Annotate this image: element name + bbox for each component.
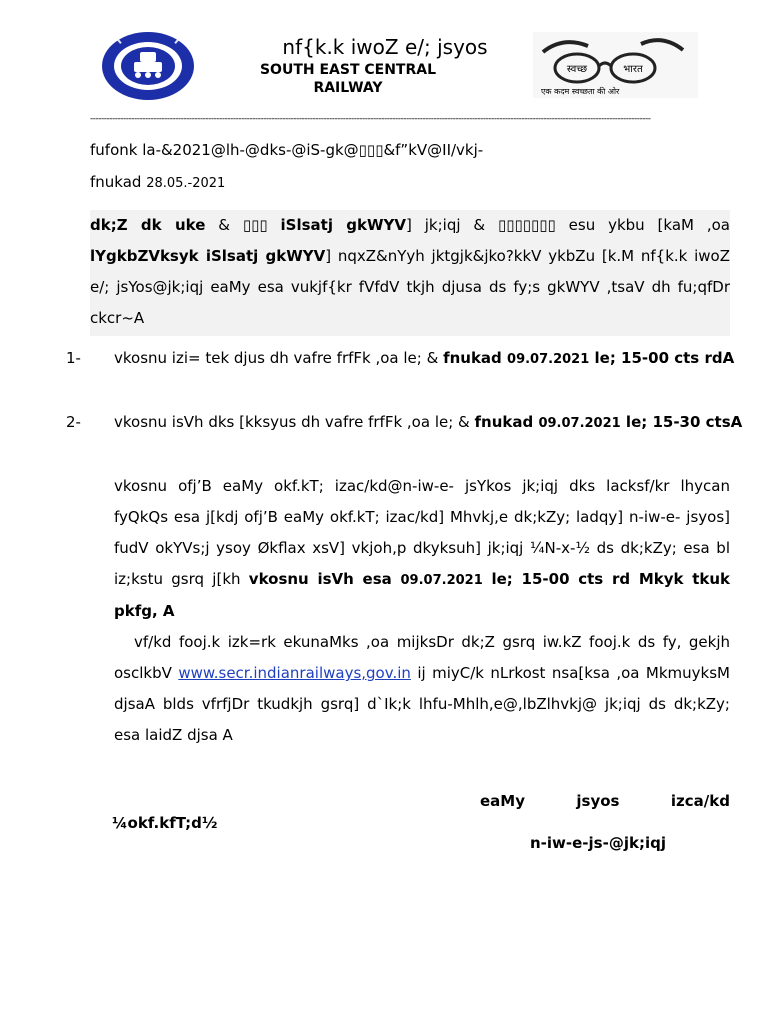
list-item-bold: le; 15-00 cts rdA xyxy=(589,349,735,367)
subject-bold-halt: iSlsatj gkWYV xyxy=(280,216,407,234)
list-item-text: vkosnu isVh dks [kksyus dh vafre frfFk ,oa le; & xyxy=(114,413,475,431)
date-value: 28.05.-2021 xyxy=(146,176,226,191)
signature-department: ¼okf.kfT;d½ xyxy=(112,814,218,832)
instructions-bold: vkosnu isVh esa xyxy=(248,570,401,588)
list-item xyxy=(66,407,754,439)
swachh-bharat-spectacles-icon xyxy=(533,32,698,98)
signature-word: eaMy xyxy=(480,792,525,810)
office-title-hindi: nf{k.k iwoZ e/; jsyos xyxy=(282,35,488,59)
list-item-date: 09.07.2021 xyxy=(538,416,621,431)
details-paragraph xyxy=(114,627,730,751)
instructions-text: vkosnu ofj’B eaMy okf.kT; izac/kd@n-iw-e- jsYkos jk;iqj dks lacksf/kr lhycan fyQkQs esa j[kdj ofj’B eaMy okf.kT; izac/kd] Mhvkj,e dk;kZy; ladqy] n-iw-e- jsyos] fudV okYVs;j ysoy Økflax xsV] vkjoh,p dkyksuh] jk;iqj ¼N-x-½ ds dk;kZy; esa bl iz;kstu gsrq j[kh xyxy=(114,477,730,588)
list-item-bold: fnukad xyxy=(474,413,539,431)
instructions-paragraph xyxy=(114,471,730,627)
signature-designation xyxy=(480,792,730,810)
list-item xyxy=(66,343,754,375)
subject-text: ] jk;iqj & ▯▯▯▯▯▯▯ esu ykbu [kaM ,oa xyxy=(406,216,730,234)
list-item-number: 2- xyxy=(66,413,81,431)
subject-bold-halt: lYgkbZVksyk iSlsatj gkWYV xyxy=(90,247,326,265)
subject-text: ] nqxZ&nYyh jktgjk&jko?kkV ykbZu [k.M nf{k.k iwoZ e/; jsYos@jk;iqj eaMy esa vukjf{kr fVfdV tkjh djusa ds fy;s gkWYV ,tsaV dh fu;qfDr ckcr~A xyxy=(90,247,730,327)
subject-paragraph xyxy=(90,210,730,336)
website-link[interactable]: www.secr.indianrailways,gov.in xyxy=(178,664,411,682)
list-item-bold: le; 15-30 ctsA xyxy=(620,413,743,431)
swachh-bharat-logo xyxy=(533,32,698,98)
signature-word: jsyos xyxy=(576,792,620,810)
date-label: fnukad xyxy=(90,173,147,191)
signature-office: n-iw-e-js-@jk;iqj xyxy=(530,834,666,852)
subject-label: dk;Z dk uke xyxy=(90,216,206,234)
bharat-word: भारत xyxy=(623,64,643,75)
swachh-word: स्वच्छ xyxy=(566,64,588,75)
reference-number: fufonk la-&2021@lh-@dks-@iS-gk@▯▯▯&f”kV@II/vkj- xyxy=(90,141,484,159)
office-title-english-line1: SOUTH EAST CENTRAL xyxy=(259,62,437,78)
notice-date xyxy=(90,173,225,191)
signature-word: izca/kd xyxy=(670,792,730,810)
list-item-number: 1- xyxy=(66,349,81,367)
details-text: ij miyC/k nLrkost nsa[ksa ,oa MkmuyksM djsaA blds vfrfjDr tkudkjh gsrq] d`Ik;k lhfu-Mhlh,e@,lbZlhvkj@ jk;iqj ds dk;kZy; esa laidZ djsa A xyxy=(114,664,730,744)
details-text: vf/kd fooj.k izk=rk ekunaMks ,oa mijksDr dk;Z gsrq iw.kZ fooj.k ds fy, gekjh osclkbV xyxy=(114,633,730,682)
list-item-text: vkosnu izi= tek djus dh vafre frfFk ,oa le; & xyxy=(114,349,444,367)
subject-text: & ▯▯▯ xyxy=(205,216,281,234)
swachh-tagline: एक कदम स्वच्छता की ओर xyxy=(541,87,620,96)
office-title-english-line2: RAILWAY xyxy=(313,80,383,96)
instructions-bold: le; 15-00 cts rd Mkyk tkuk pkfg, A xyxy=(114,570,731,620)
list-item-bold: fnukad xyxy=(443,349,508,367)
list-item-date: 09.07.2021 xyxy=(507,352,590,367)
instructions-date: 09.07.2021 xyxy=(400,573,483,588)
header-separator: ------------------------------------------------------------------------------------------------------------------------------------------------------------------------------------------------------------ xyxy=(90,114,651,124)
